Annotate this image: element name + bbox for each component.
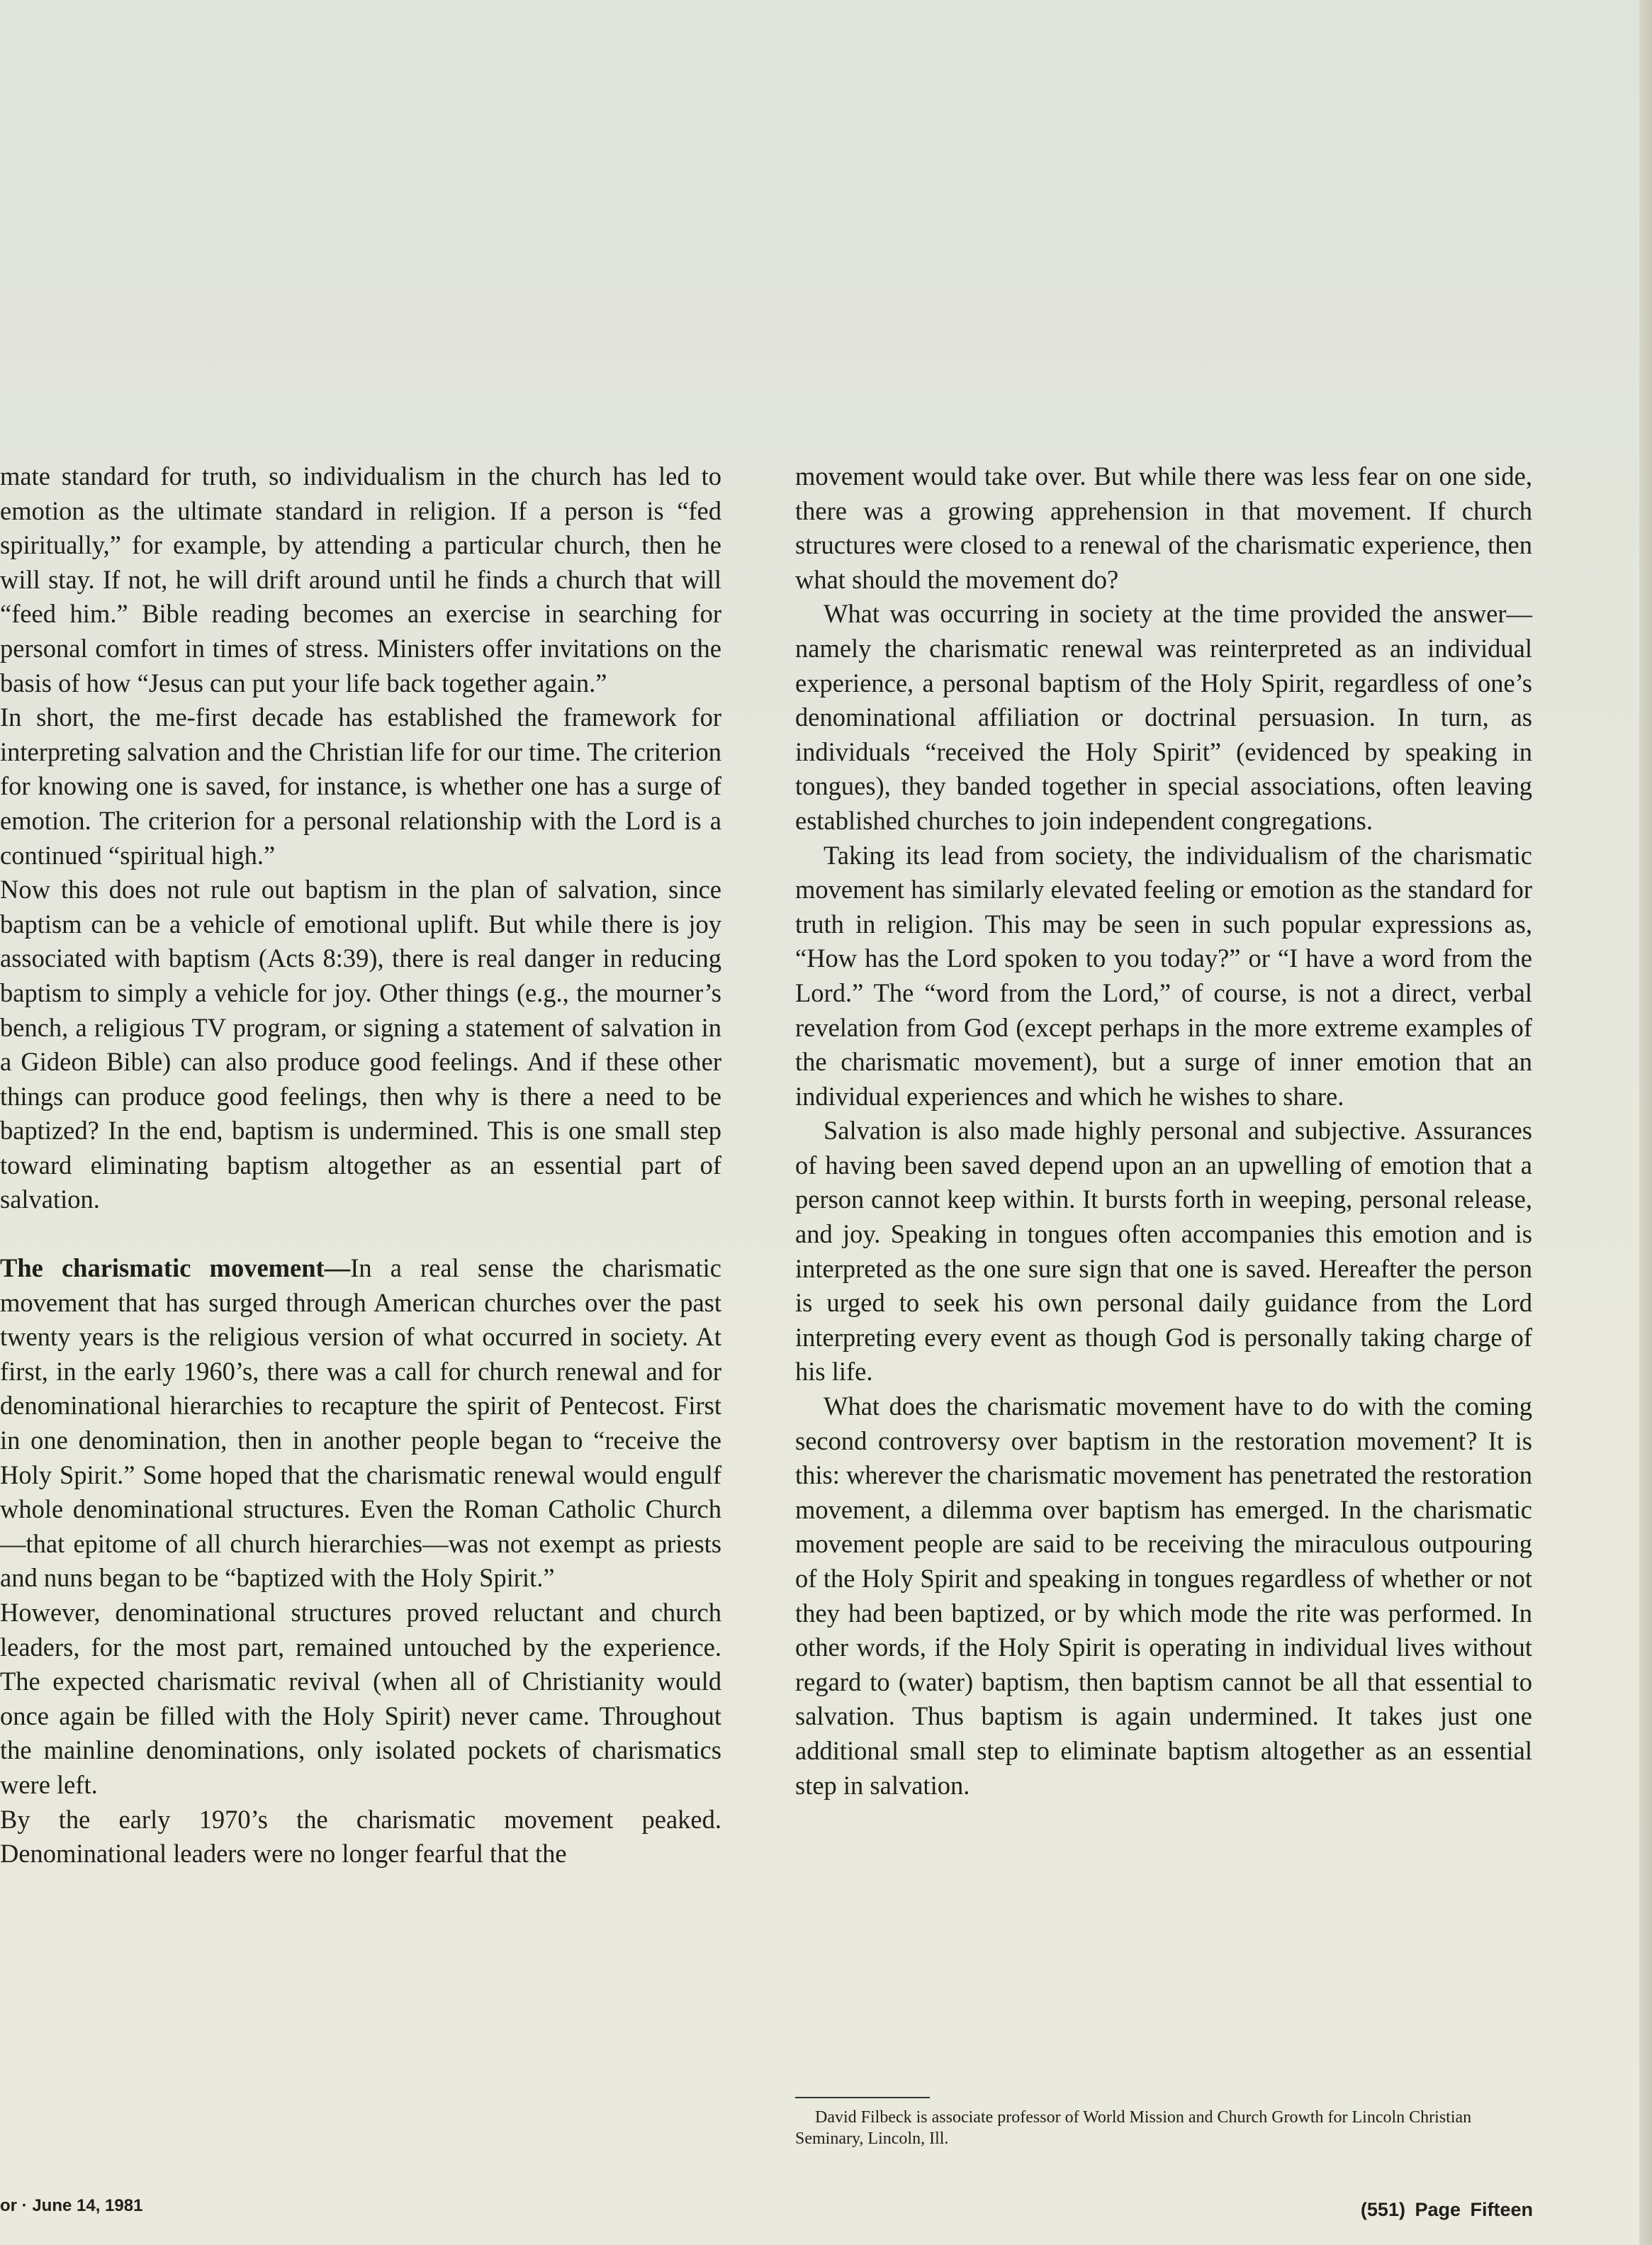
paragraph: Salvation is also made highly personal and subjective. Assurances of having been saved depend upon an an upwelling of emotion that a person cannot keep within. It bursts forth in weeping, personal release, and joy. Speaking in tongues often accompanies this emotion and is interpreted as the one sure sign that one is saved. Hereafter the person is urged to seek his own personal daily guidance from the Lord interpreting every event as though God is personally taking charge of his life. bbox=[795, 1116, 1532, 1387]
paragraph: In short, the me-first decade has established the framework for interpreting salvation and the Christian life for our time. The criterion for knowing one is saved, for instance, is whether one has a surge of emotion. The criterion for a personal relationship with the Lord is a continued “spiritual high.” bbox=[0, 702, 721, 870]
author-footnote: David Filbeck is associate professor of World Mission and Church Growth for Lincoln Christian Seminary, Lincoln, Ill. bbox=[795, 2108, 1472, 2148]
paragraph: By the early 1970’s the charismatic movement peaked. Denominational leaders were no longer fearful that the bbox=[0, 1804, 721, 1869]
paragraph: mate standard for truth, so individualism in the church has led to emotion as the ultimate standard in religion. If a person is “fed spiritually,” for example, by attending a particular church, then he will stay. If not, he will drift around until he finds a church that will “feed him.” Bible reading becomes an exercise in searching for personal comfort in times of stress. Ministers offer invitations on the basis of how “Jesus can put your life back together again.” bbox=[0, 461, 721, 698]
paragraph: What was occurring in society at the time provided the answer—namely the charismatic renewal was reinterpreted as an individual experience, a personal baptism of the Holy Spirit, regardless of one’s denominational affiliation or doctrinal persuasion. In turn, as individuals “received the Holy Spirit” (evidenced by speaking in tongues), they banded together in special associations, often leaving established churches to join independent congregations. bbox=[795, 599, 1532, 835]
footnote-divider bbox=[795, 2097, 930, 2098]
paragraph: Taking its lead from society, the individualism of the charismatic movement has similarly elevated feeling or emotion as the standard for truth in religion. This may be seen in such popular expressions as, “How has the Lord spoken to you today?” or “I have a word from the Lord.” The “word from the Lord,” of course, is not a direct, verbal revelation from God (except perhaps in the more extreme examples of the charismatic movement), but a surge of inner emotion that an individual experiences and which he wishes to share. bbox=[795, 840, 1532, 1111]
footer-date: or · June 14, 1981 bbox=[0, 2196, 143, 2215]
section-paragraph bbox=[0, 1251, 721, 1596]
section-heading: The charismatic movement— bbox=[0, 1253, 351, 1283]
right-column bbox=[795, 459, 1532, 1803]
paragraph: What does the charismatic movement have to do with the coming second controversy over baptism in the restoration movement? It is this: wherever the charismatic movement has penetrated the restoration movement, a dilemma over baptism has emerged. In the charismatic movement people are said to be receiving the miraculous outpouring of the Holy Spirit and speaking in tongues regardless of whether or not they had been baptized, or by which mode the rite was performed. In other words, if the Holy Spirit is operating in individual lives without regard to (water) baptism, then baptism cannot be all that essential to salvation. Thus baptism is again undermined. It takes just one additional small step to eliminate baptism altogether as an essential step in salvation. bbox=[795, 1392, 1532, 1800]
footer-page-number: (551) Page Fifteen bbox=[1360, 2199, 1533, 2220]
paragraph: In a real sense the charismatic movement that has surged through American churches over the past twenty years is the religious version of what occurred in society. At first, in the early 1960’s, there was a call for church renewal and for denominational hierarchies to recapture the spirit of Pentecost. First in one denomination, then in another people began to “receive the Holy Spirit.” Some hoped that the charismatic renewal would engulf whole denominational structures. Even the Roman Catholic Church—that epitome of all church hierarchies—was not exempt as priests and nuns began to be “baptized with the Holy Spirit.” bbox=[0, 1253, 721, 1593]
paragraph: However, denominational structures proved reluctant and church leaders, for the most part, remained untouched by the experience. The expected charismatic revival (when all of Christianity would once again be filled with the Holy Spirit) never came. Throughout the mainline denominations, only isolated pockets of charismatics were left. bbox=[0, 1598, 721, 1799]
page-edge-shadow bbox=[1639, 0, 1652, 2245]
paragraph: movement would take over. But while there was less fear on one side, there was a growing apprehension in that movement. If church structures were closed to a renewal of the charismatic experience, then what should the movement do? bbox=[795, 461, 1532, 594]
left-column bbox=[0, 459, 721, 1871]
paragraph: Now this does not rule out baptism in the plan of salvation, since baptism can be a vehicle of emotional uplift. But while there is joy associated with baptism (Acts 8:39), there is real danger in reducing baptism to simply a vehicle for joy. Other things (e.g., the mourner’s bench, a religious TV program, or signing a statement of salvation in a Gideon Bible) can also produce good feelings. And if these other things can produce good feelings, then why is there a need to be baptized? In the end, baptism is undermined. This is one small step toward eliminating baptism altogether as an essential part of salvation. bbox=[0, 875, 721, 1214]
